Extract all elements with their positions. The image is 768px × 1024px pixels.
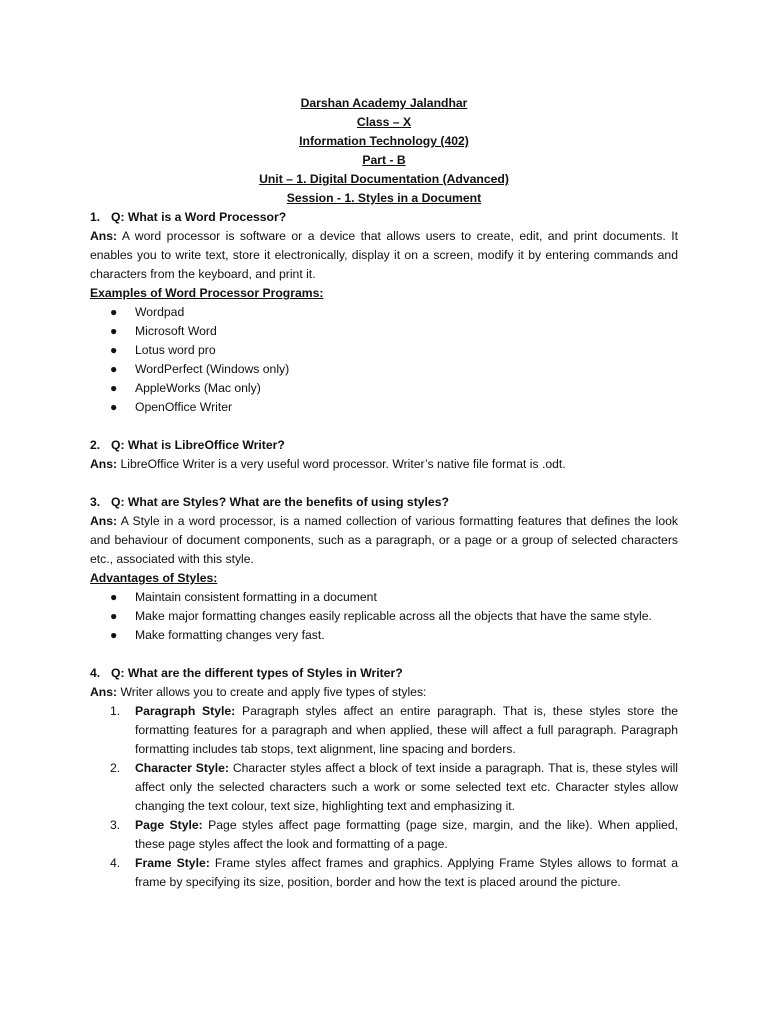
answer-text: Writer allows you to create and apply five types of styles:: [117, 685, 427, 699]
question-1: [90, 208, 678, 227]
question-2: [90, 436, 678, 455]
unit-label: Unit – 1. Digital Documentation (Advanced): [259, 172, 509, 186]
session-label: Session - 1. Styles in a Document: [286, 191, 482, 205]
style-types-list: [90, 702, 678, 892]
answer-text: LibreOffice Writer is a very useful word processor. Writer’s native file format is .odt.: [117, 457, 566, 471]
question-text: Q: What are Styles? What are the benefits of using styles?: [111, 495, 449, 509]
item-number: 1.: [110, 704, 121, 718]
list-item: [110, 759, 678, 816]
bullet-icon: ●: [110, 343, 118, 357]
ans-label: Ans:: [90, 457, 118, 471]
bullet-icon: ●: [110, 590, 118, 604]
advantages-heading: Advantages of Styles:: [90, 571, 218, 585]
style-description: Paragraph styles affect an entire paragraph. That is, these styles store the formatting features for a paragraph and when applied, these will affect a full paragraph. Paragraph formatting includes tab stops, text alignment, line spacing and borders.: [135, 704, 679, 756]
list-item: ● Microsoft Word: [110, 322, 678, 341]
bullet-icon: ●: [110, 628, 118, 642]
list-item: [110, 816, 678, 854]
bullet-icon: ●: [110, 609, 118, 623]
bullet-icon: ●: [110, 305, 118, 319]
list-item: ● AppleWorks (Mac only): [110, 379, 678, 398]
document-header: [90, 94, 678, 208]
ans-label: Ans:: [90, 685, 118, 699]
question-text: Q: What is LibreOffice Writer?: [111, 438, 285, 452]
bullet-icon: ●: [110, 400, 118, 414]
ans-label: Ans:: [90, 229, 118, 243]
question-number: 2.: [90, 438, 101, 452]
question-3: [90, 493, 678, 512]
list-item: ● Make formatting changes very fast.: [110, 626, 678, 645]
list-item: ● Maintain consistent formatting in a document: [110, 588, 678, 607]
list-item: ● Make major formatting changes easily replicable across all the objects that have the same style.: [110, 607, 678, 626]
subject-label: Information Technology (402): [299, 134, 469, 148]
item-number: 3.: [110, 818, 121, 832]
list-item: ● WordPerfect (Windows only): [110, 360, 678, 379]
answer-text: A Style in a word processor, is a named collection of various formatting features that defines the look and behaviour of document components, such as a paragraph, or a page or a group of selected characters etc., associated with this style.: [90, 514, 678, 566]
answer-3: [90, 512, 678, 569]
bullet-icon: ●: [110, 381, 118, 395]
school-name: Darshan Academy Jalandhar: [300, 96, 468, 110]
examples-heading: Examples of Word Processor Programs:: [90, 286, 324, 300]
question-number: 1.: [90, 210, 101, 224]
item-number: 4.: [110, 856, 121, 870]
style-description: Page styles affect page formatting (page size, margin, and the like). When applied, these page styles affect the look and formatting of a page.: [135, 818, 678, 851]
style-description: Frame styles affect frames and graphics. Applying Frame Styles allows to format a frame by specifying its size, position, border and how the text is placed around the picture.: [135, 856, 679, 889]
part-label: Part - B: [362, 153, 406, 167]
style-name: Page Style:: [135, 818, 203, 832]
answer-4: [90, 683, 678, 702]
bullet-icon: ●: [110, 324, 118, 338]
question-text: Q: What is a Word Processor?: [111, 210, 287, 224]
style-name: Paragraph Style:: [135, 704, 236, 718]
spacer: [90, 474, 678, 493]
answer-text: A word processor is software or a device that allows users to create, edit, and print documents. It enables you to write text, store it electronically, display it on a screen, modify it by entering commands and characters from the keyboard, and print it.: [90, 229, 678, 281]
question-text: Q: What are the different types of Styles in Writer?: [111, 666, 403, 680]
question-number: 3.: [90, 495, 101, 509]
class-label: Class – X: [356, 115, 412, 129]
question-number: 4.: [90, 666, 101, 680]
list-item: [110, 854, 678, 892]
spacer: [90, 645, 678, 664]
list-item: ● Lotus word pro: [110, 341, 678, 360]
ans-label: Ans:: [90, 514, 118, 528]
advantages-list: [90, 588, 678, 645]
answer-1: [90, 227, 678, 284]
document-page: [90, 94, 678, 892]
question-4: [90, 664, 678, 683]
examples-list: [90, 303, 678, 417]
list-item: ● Wordpad: [110, 303, 678, 322]
style-description: Character styles affect a block of text inside a paragraph. That is, these styles will affect only the selected characters such a work or some selected text etc. Character styles allow changing the text colour, text size, highlighting text and emphasizing it.: [135, 761, 678, 813]
bullet-icon: ●: [110, 362, 118, 376]
style-name: Character Style:: [135, 761, 229, 775]
spacer: [90, 417, 678, 436]
list-item: ● OpenOffice Writer: [110, 398, 678, 417]
answer-2: [90, 455, 678, 474]
list-item: [110, 702, 678, 759]
item-number: 2.: [110, 761, 121, 775]
style-name: Frame Style:: [135, 856, 210, 870]
